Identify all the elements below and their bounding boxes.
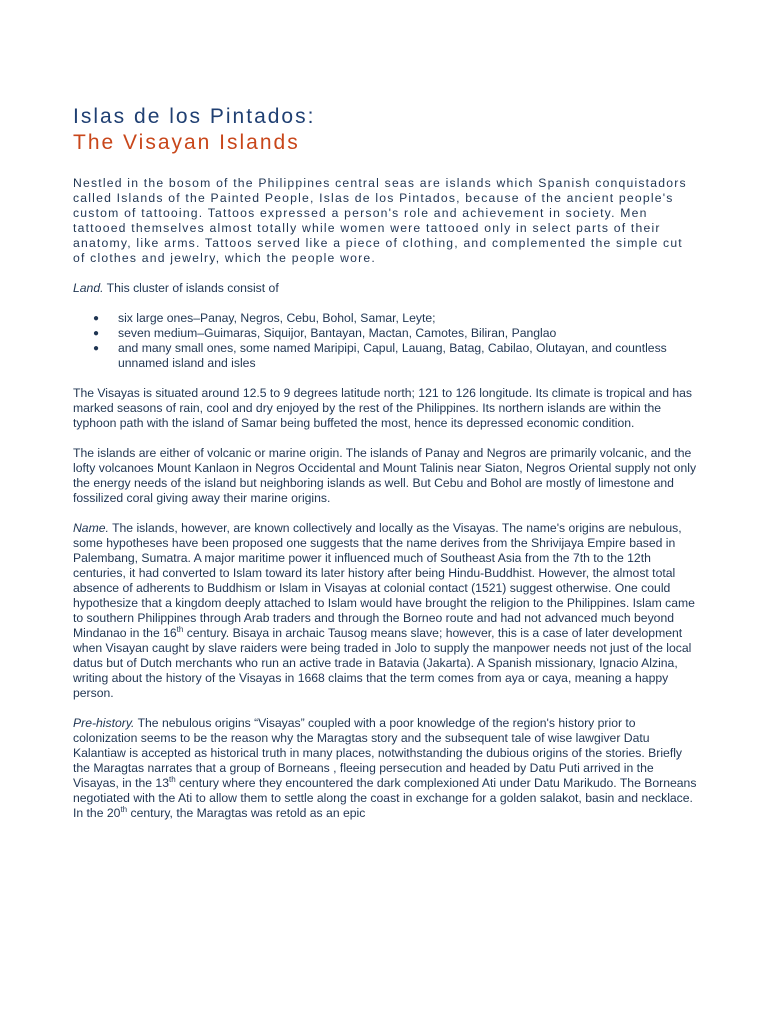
- superscript: th: [120, 804, 128, 814]
- list-item: [73, 311, 698, 326]
- superscript: th: [168, 774, 176, 784]
- list-item-text: seven medium–Guimaras, Siquijor, Bantayan, Mactan, Camotes, Biliran, Panglao: [118, 326, 557, 340]
- geography-paragraph: The Visayas is situated around 12.5 to 9 degrees latitude north; 121 to 126 longitude. Its climate is tropical and has marked seasons of rain, cool and dry enjoyed by the rest of the Philippines. Its northern islands are within the typhoon path with the island of Samar being buffeted the most, hence its depressed economic condition.: [73, 386, 693, 430]
- prehistory-text-2: century where they encountered the dark complexioned Ati under Datu Marikudo. The Borneans negotiated with the Ati to allow them to settle along the coast in exchange for a golden salakot, basin and necklace. In the 20: [73, 776, 697, 820]
- list-item-text: and many small ones, some named Maripipi, Capul, Lauang, Batag, Cabilao, Olutayan, and countless unnamed island and isles: [118, 341, 667, 370]
- name-paragraph: [73, 521, 698, 701]
- prehistory-text-3: century, the Maragtas was retold as an epic: [127, 806, 366, 820]
- list-item: [73, 341, 698, 371]
- list-item-text: six large ones–Panay, Negros, Cebu, Bohol, Samar, Leyte;: [118, 311, 436, 325]
- document-page: [73, 104, 698, 836]
- name-text-1: The islands, however, are known collectively and locally as the Visayas. The name's origins are nebulous, some hypotheses have been proposed one suggests that the name derives from the Shrivijaya Empire based in Palembang, Sumatra. A major maritime power it influenced much of Southeast Asia from the 7th to the 12th centuries, it had converted to Islam toward its later history after being Hindu-Buddhist. However, the almost total absence of adherents to Buddhism or Islam in Visayas at colonial contact (1521) suggest otherwise. One could hypothesize that a kingdom deeply attached to Islam would have brought the religion to the Philippines. Islam came to southern Philippines through Arab traders and through the Borneo route and had not advanced much beyond Mindanao in the 16: [73, 521, 695, 640]
- title-line-1: Islas de los Pintados:: [73, 105, 316, 128]
- title-line-2: The Visayan Islands: [73, 131, 300, 154]
- origin-paragraph: The islands are either of volcanic or marine origin. The islands of Panay and Negros are primarily volcanic, and the lofty volcanoes Mount Kanlaon in Negros Occidental and Mount Talinis near Siaton, Negros Oriental supply not only the energy needs of the island but neighboring islands as well. But Cebu and Bohol are mostly of limestone and fossilized coral giving away their marine origins.: [73, 446, 697, 505]
- list-item: [73, 326, 698, 341]
- superscript: th: [176, 624, 184, 634]
- bullet-icon: ●: [93, 343, 100, 354]
- name-text-2: century. Bisaya in archaic Tausog means slave; however, this is a case of later development when Visayan caught by slave raiders were being traded in Jolo to supply the manpower needs not just of the local datus but of Dutch merchants who run an active trade in Batavia (Jakarta). A Spanish missionary, Ignacio Alzina, writing about the history of the Visayas in 1668 claims that the term comes from aya or caya, meaning a happy person.: [73, 626, 692, 700]
- bullet-icon: ●: [93, 328, 100, 339]
- land-lead: Land.: [73, 281, 104, 295]
- bullet-icon: ●: [93, 313, 100, 324]
- islands-list: [73, 311, 698, 371]
- land-paragraph: [73, 281, 698, 296]
- land-text: This cluster of islands consist of: [103, 281, 279, 295]
- prehistory-lead: Pre-history.: [73, 716, 135, 730]
- prehistory-text-1: The nebulous origins “Visayas” coupled with a poor knowledge of the region's history prior to colonization seems to be the reason why the Maragtas story and the subsequent tale of wise lawgiver Datu Kalantiaw is accepted as historical truth in many places, notwithstanding the dubious origins of the stories. Briefly the Maragtas narrates that a group of Borneans , fleeing persecution and headed by Datu Puti arrived in the Visayas, in the 13: [73, 716, 683, 790]
- intro-paragraph: Nestled in the bosom of the Philippines central seas are islands which Spanish conquistadors called Islands of the Painted People, Islas de los Pintados, because of the ancient people's custom of tattooing. Tattoos expressed a person's role and achievement in society. Men tattooed themselves almost totally while women were tattooed only in select parts of their anatomy, like arms. Tattoos served like a piece of clothing, and complemented the simple cut of clothes and jewelry, which the people wore.: [73, 176, 687, 265]
- name-lead: Name.: [73, 521, 109, 535]
- prehistory-paragraph: [73, 716, 698, 821]
